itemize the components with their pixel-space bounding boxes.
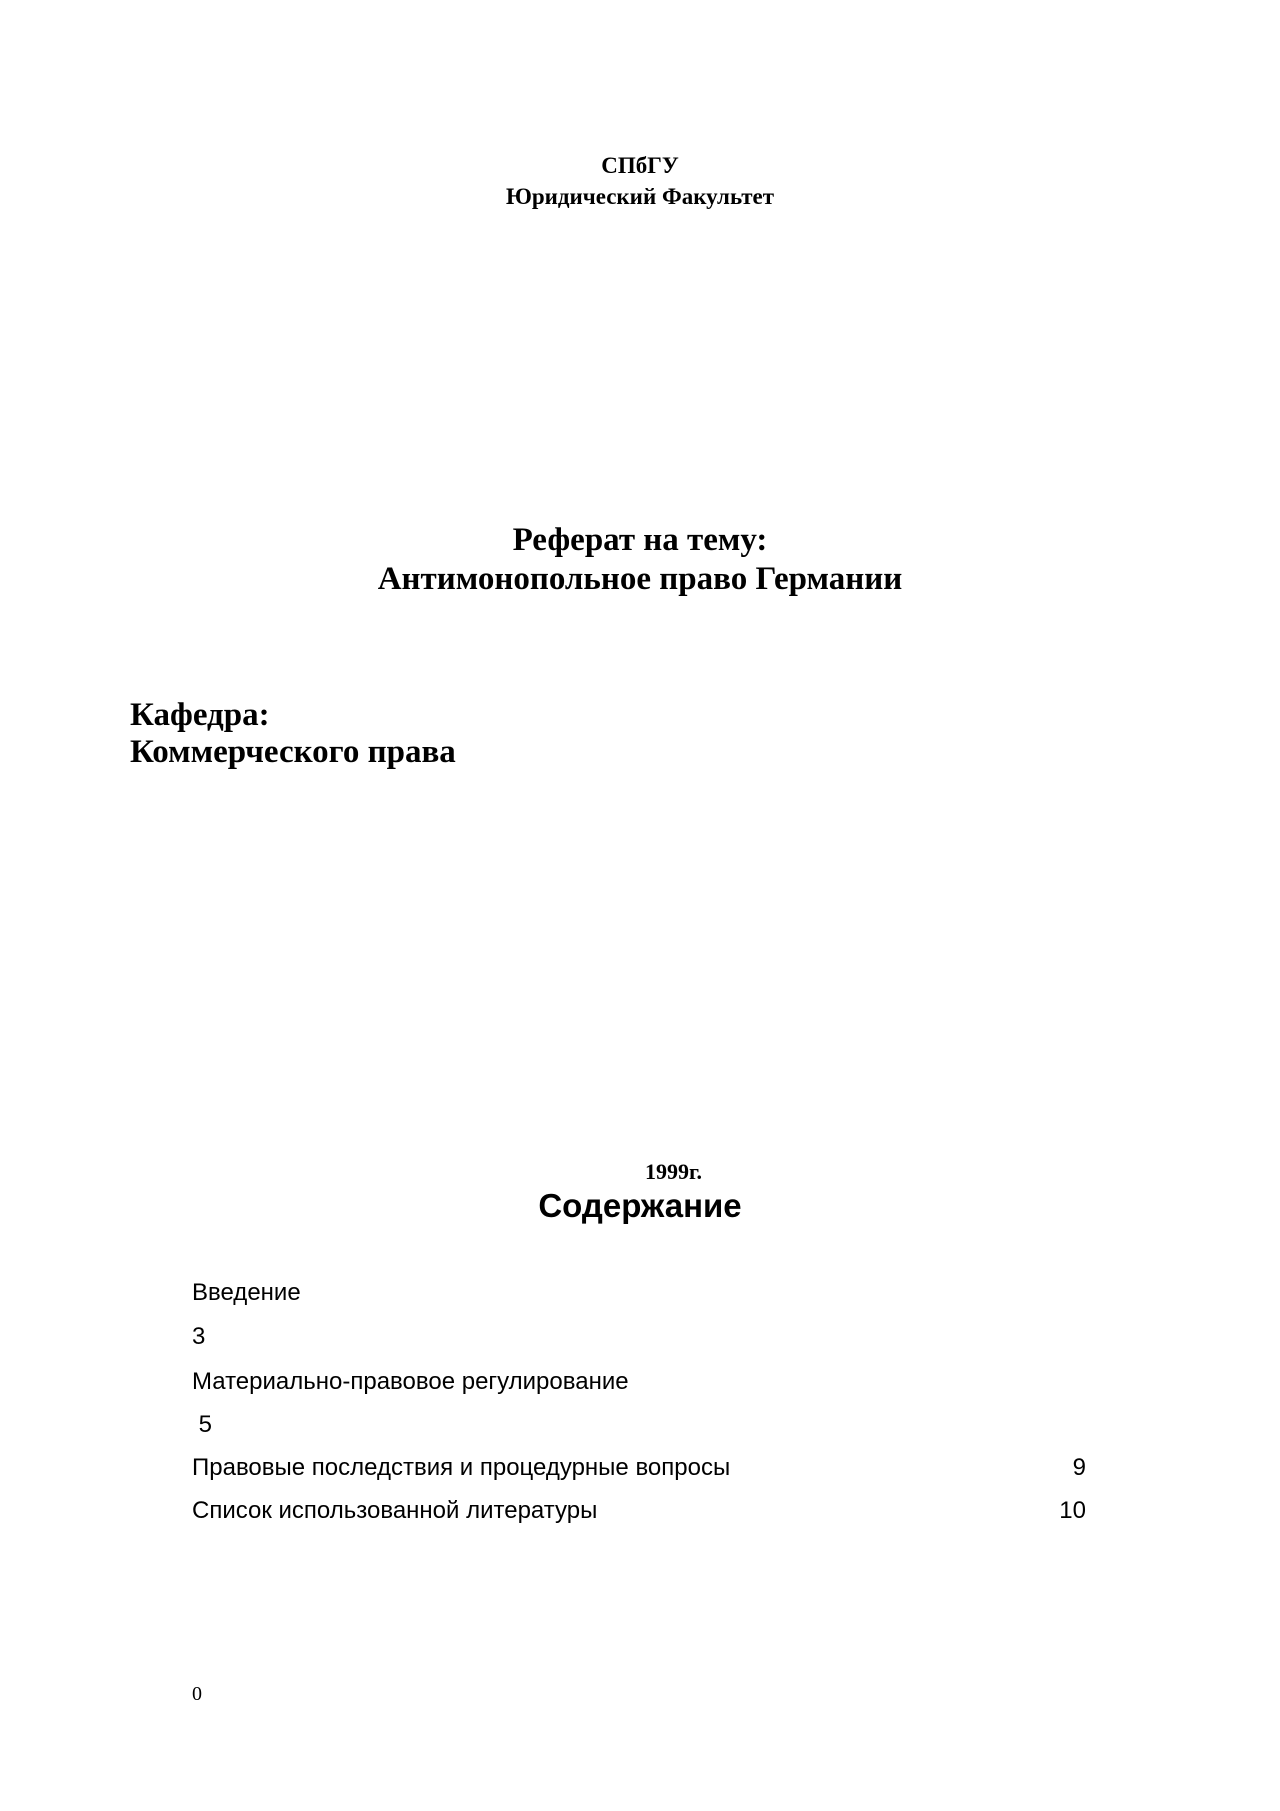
- year: 1999г.: [645, 1159, 703, 1184]
- toc-item-page: 10: [1059, 1497, 1086, 1524]
- toc-item-title: Список использованной литературы: [192, 1497, 598, 1524]
- toc-item-page: 3: [192, 1323, 206, 1350]
- faculty-name: Юридический Факультет: [505, 184, 775, 209]
- toc-heading: Содержание: [538, 1187, 742, 1224]
- university-name: СПбГУ: [601, 153, 679, 178]
- title-line-2: Антимонопольное право Германии: [377, 561, 903, 597]
- title-line-1: Реферат на тему:: [512, 522, 768, 558]
- toc-item-title: Материально-правовое регулирование: [192, 1368, 629, 1395]
- toc-item-page: 9: [1072, 1454, 1086, 1481]
- department-name: Коммерческого права: [130, 734, 456, 770]
- toc-item-page: 5: [192, 1411, 213, 1438]
- page-number: 0: [192, 1683, 202, 1705]
- toc-item-title: Правовые последствия и процедурные вопросы: [192, 1454, 731, 1481]
- department-label: Кафедра:: [130, 697, 270, 733]
- toc-item-title: Введение: [192, 1279, 301, 1306]
